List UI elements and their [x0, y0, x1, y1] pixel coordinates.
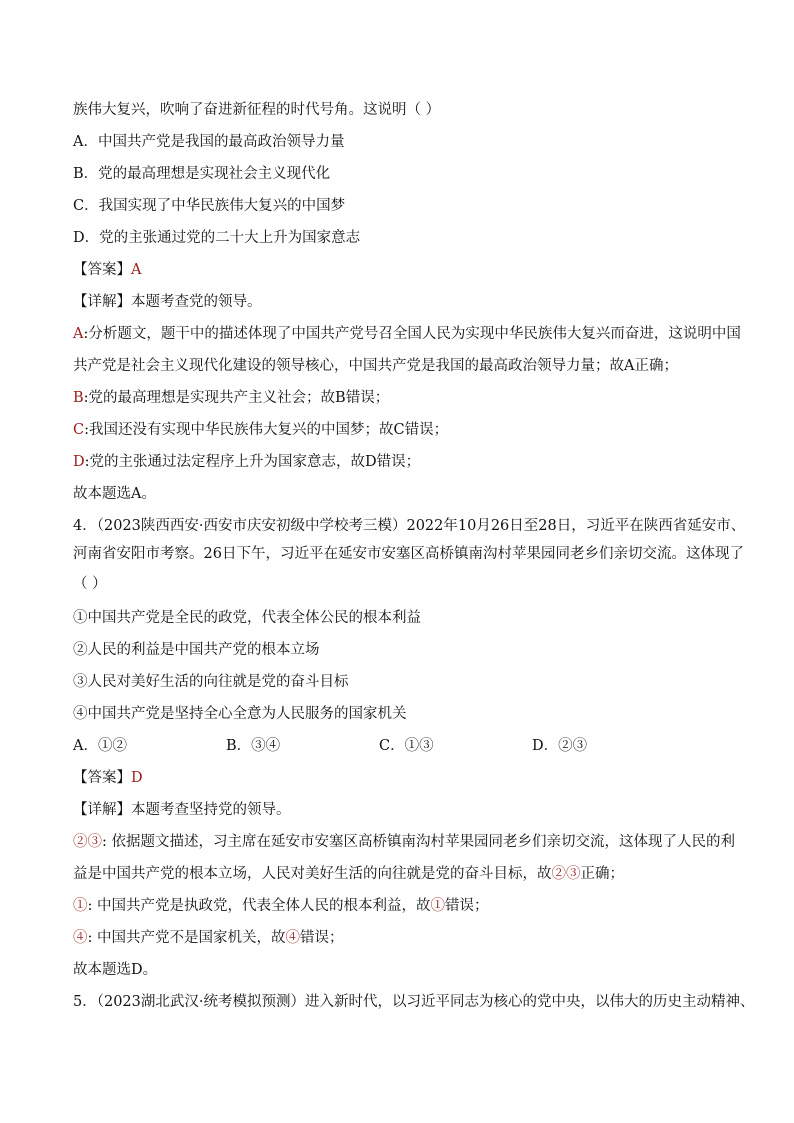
q4-stem-line1: 4．（2023陕西西安·西安市庆安初级中学校考三模）2022年10月26日至28日，习近平在陕西省延安市、	[73, 518, 746, 534]
analysis-prefix: C	[73, 422, 85, 438]
analysis-text: 错误；	[300, 930, 344, 946]
analysis-text: : 中国共产党是执政党，代表全体人民的根本利益，故	[87, 898, 431, 914]
analysis-prefix: B	[73, 390, 84, 406]
detail-intro: 本题考查坚持党的领导。	[131, 802, 291, 818]
analysis-text: 益是中国共产党的根本立场，人民对美好生活的向往就是党的奋斗目标，故	[73, 866, 552, 882]
q4-analysis-p3	[73, 928, 344, 948]
q4-conclusion: 故本题选D。	[73, 962, 158, 978]
detail-intro: 本题考查党的领导。	[131, 294, 262, 310]
q3-option-b: B．党的最高理想是实现社会主义现代化	[73, 166, 331, 182]
analysis-ref: ④	[285, 930, 300, 946]
q4-option-c: C．①③	[379, 738, 434, 754]
analysis-prefix: A	[73, 326, 84, 342]
q3-option-c: C．我国实现了中华民族伟大复兴的中国梦	[73, 198, 346, 214]
analysis-text: : 依据题文描述，习主席在延安市安塞区高桥镇南沟村苹果园同老乡们亲切交流，这体现了人民的利	[102, 834, 735, 850]
q4-statement-2: ②人民的利益是中国共产党的根本立场	[73, 642, 320, 658]
detail-label: 【详解】	[73, 802, 131, 818]
q3-analysis-a-line2: 共产党是社会主义现代化建设的领导核心，中国共产党是我国的最高政治领导力量；故A正确；	[73, 358, 678, 374]
analysis-prefix: ④	[73, 930, 88, 946]
detail-label: 【详解】	[73, 294, 131, 310]
q4-statement-3: ③人民对美好生活的向往就是党的奋斗目标	[73, 674, 349, 690]
analysis-ref: ①	[430, 898, 445, 914]
q3-analysis-a-line1	[73, 324, 741, 344]
answer-value: D	[131, 770, 143, 786]
q4-option-a: A．①②	[73, 738, 127, 754]
q4-analysis-p2	[73, 896, 489, 916]
analysis-text: : 中国共产党不是国家机关，故	[87, 930, 286, 946]
q4-statement-4: ④中国共产党是坚持全心全意为人民服务的国家机关	[73, 706, 407, 722]
analysis-ref: ②③	[551, 866, 581, 882]
q4-answer	[73, 768, 143, 788]
q3-conclusion: 故本题选A。	[73, 486, 156, 502]
q3-answer	[73, 260, 141, 280]
analysis-text: 错误；	[445, 898, 489, 914]
analysis-prefix: ①	[73, 898, 88, 914]
q4-option-d: D．②③	[532, 738, 588, 754]
answer-label: 【答案】	[73, 262, 131, 278]
analysis-text: :分析题文，题干中的描述体现了中国共产党号召全国人民为实现中华民族伟大复兴而奋进，这说明中国	[83, 326, 741, 342]
q4-analysis-p1-line1	[73, 832, 735, 852]
q4-stem-line2: 河南省安阳市考察。26日下午，习近平在延安市安塞区高桥镇南沟村苹果园同老乡们亲切交流。这体现了	[73, 546, 744, 562]
analysis-text: :我国还没有实现中华民族伟大复兴的中国梦；故C错误；	[84, 422, 449, 438]
answer-value: A	[131, 262, 142, 278]
q3-analysis-c	[73, 420, 448, 440]
analysis-text: :党的最高理想是实现共产主义社会；故B错误；	[83, 390, 390, 406]
q3-analysis-d	[73, 452, 420, 472]
q3-stem-end: 族伟大复兴，吹响了奋进新征程的时代号角。这说明（ ）	[73, 102, 441, 118]
analysis-text: 正确；	[580, 866, 624, 882]
q4-options	[73, 736, 685, 756]
analysis-text: :党的主张通过法定程序上升为国家意志，故D错误；	[84, 454, 421, 470]
q3-option-d: D．党的主张通过党的二十大上升为国家意志	[73, 230, 361, 246]
answer-label: 【答案】	[73, 770, 131, 786]
analysis-prefix: D	[73, 454, 85, 470]
q5-stem-line1: 5．（2023湖北武汉·统考模拟预测）进入新时代，以习近平同志为核心的党中央，以伟大的历史主动精神、	[73, 994, 755, 1010]
analysis-prefix: ②③	[73, 834, 102, 850]
q4-option-b: B．③④	[226, 738, 281, 754]
q3-option-a: A．中国共产党是我国的最高政治领导力量	[73, 134, 345, 150]
q4-detail	[73, 800, 291, 820]
q3-analysis-b	[73, 388, 389, 408]
q4-stem-line3: （ ）	[73, 576, 107, 592]
q3-detail	[73, 292, 262, 312]
q4-statement-1: ①中国共产党是全民的政党，代表全体公民的根本利益	[73, 610, 421, 626]
q4-analysis-p1-line2	[73, 864, 624, 884]
